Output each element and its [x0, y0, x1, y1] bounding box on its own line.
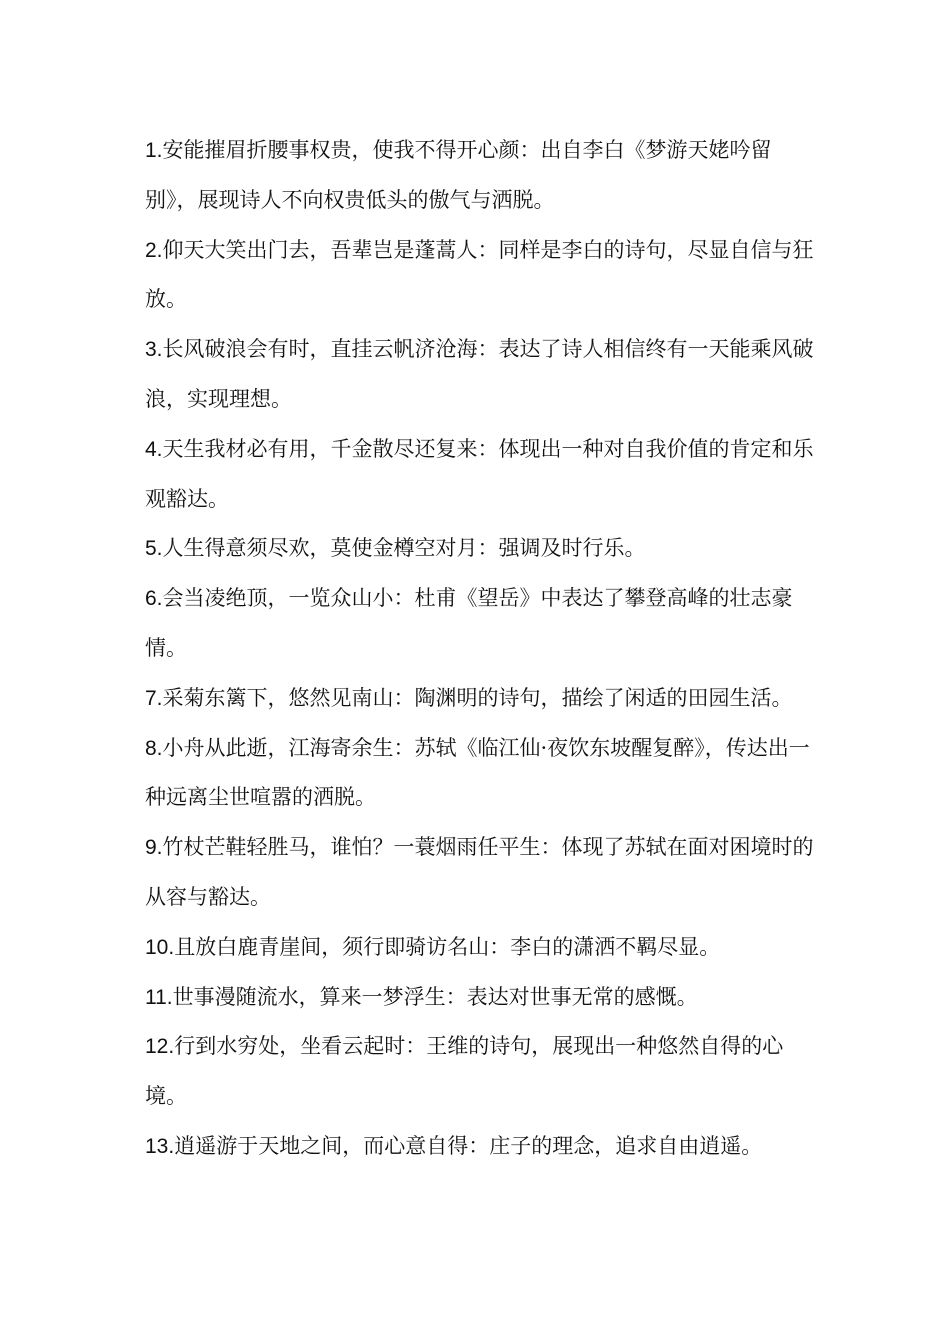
item-number: 1.: [145, 139, 163, 162]
item-number: 13.: [145, 1134, 175, 1158]
item-text: 仰天大笑出门去，吾辈岂是蓬蒿人：同样是李白的诗句，尽显自信与狂放。: [145, 237, 814, 312]
list-item: [145, 574, 815, 674]
item-number: 2.: [145, 238, 163, 262]
item-text: 长风破浪会有时，直挂云帆济沧海：表达了诗人相信终有一天能乘风破浪，实现理想。: [145, 337, 814, 411]
list-item: [145, 973, 815, 1023]
item-text: 小舟从此逝，江海寄余生：苏轼《临江仙·夜饮东坡醒复醉》，传达出一种远离尘世喧嚣的洒脱。: [145, 735, 810, 810]
list-item: [145, 325, 815, 425]
item-text: 竹杖芒鞋轻胜马，谁怕？一蓑烟雨任平生：体现了苏轼在面对困境时的从容与豁达。: [145, 835, 814, 909]
list-item: [145, 425, 815, 525]
item-number: 6.: [145, 587, 163, 611]
item-text: 采菊东篱下，悠然见南山：陶渊明的诗句，描绘了闲适的田园生活。: [162, 685, 793, 710]
item-text: 人生得意须尽欢，莫使金樽空对月：强调及时行乐。: [162, 536, 646, 561]
list-item: [145, 923, 815, 973]
item-text: 安能摧眉折腰事权贵，使我不得开心颜：出自李白《梦游天姥吟留别》，展现诗人不向权贵低头的傲气与洒脱。: [145, 138, 772, 212]
list-item: [145, 524, 815, 574]
item-number: 5.: [145, 537, 163, 561]
list-item: [145, 1022, 815, 1122]
list-item: [145, 823, 815, 923]
list-item: [145, 674, 815, 724]
item-number: 9.: [145, 836, 163, 860]
item-number: 12.: [145, 1035, 175, 1059]
item-text: 世事漫随流水，算来一梦浮生：表达对世事无常的感慨。: [172, 984, 698, 1009]
item-text: 会当凌绝顶，一览众山小：杜甫《望岳》中表达了攀登高峰的壮志豪情。: [145, 586, 793, 660]
document-body: [145, 126, 815, 1172]
list-item: [145, 126, 815, 226]
item-number: 4.: [145, 437, 163, 461]
item-number: 3.: [145, 338, 163, 362]
item-number: 11.: [145, 985, 173, 1009]
list-item: [145, 1122, 815, 1172]
item-number: 8.: [145, 736, 163, 760]
list-item: [145, 226, 815, 326]
item-text: 逍遥游于天地之间，而心意自得：庄子的理念，追求自由逍遥。: [174, 1133, 763, 1158]
item-text: 行到水穷处，坐看云起时：王维的诗句，展现出一种悠然自得的心境。: [145, 1034, 784, 1109]
item-number: 7.: [145, 686, 163, 710]
item-text: 且放白鹿青崖间，须行即骑访名山：李白的潇洒不羁尽显。: [174, 934, 721, 959]
list-item: [145, 724, 815, 824]
item-number: 10.: [145, 935, 175, 959]
item-text: 天生我材必有用，千金散尽还复来：体现出一种对自我价值的肯定和乐观豁达。: [145, 436, 814, 511]
